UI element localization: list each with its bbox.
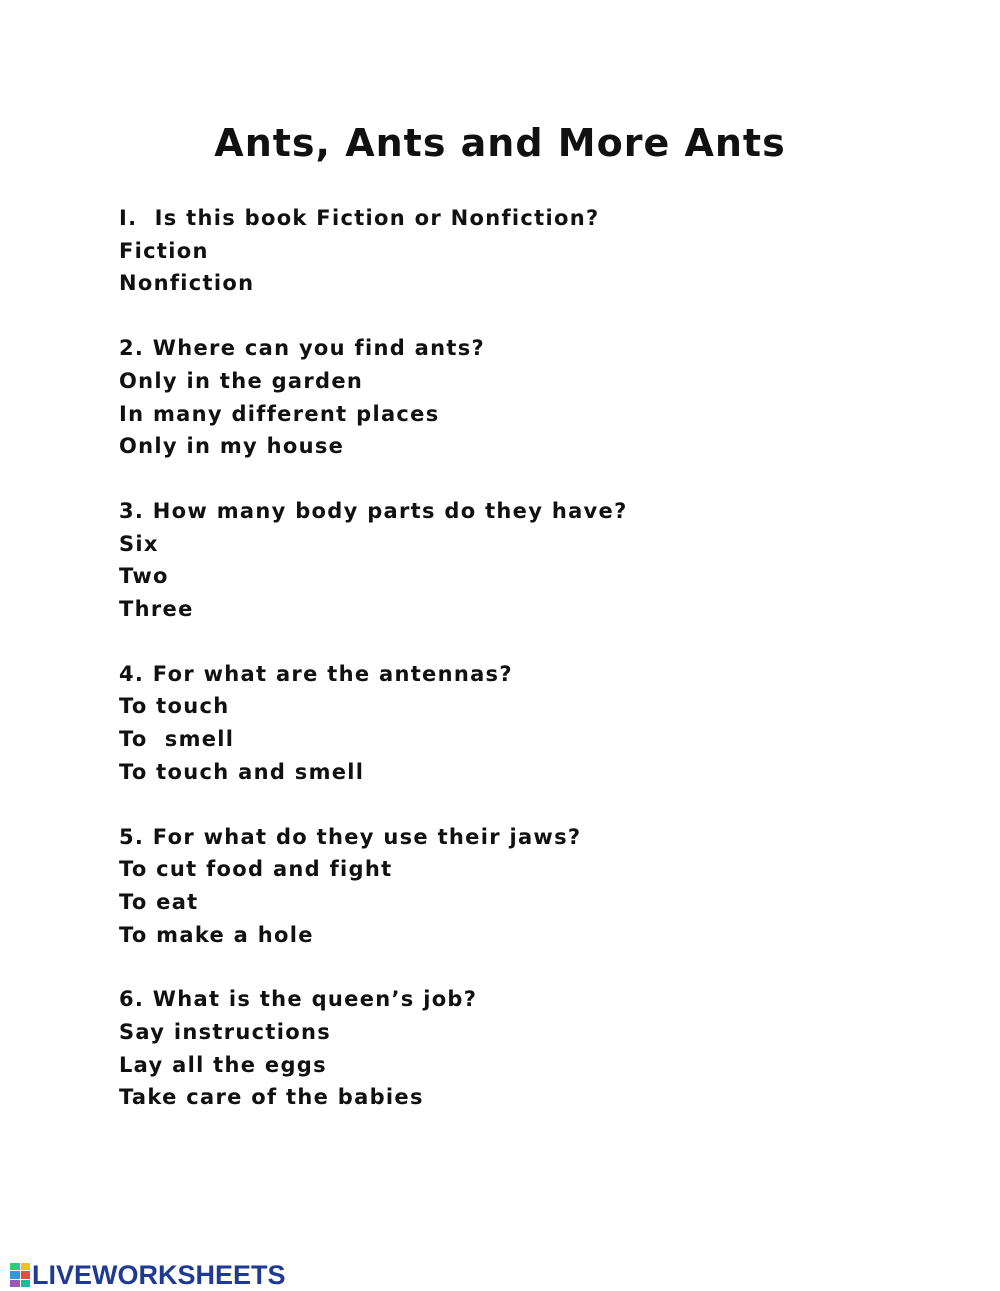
question-text: 5. For what do they use their jaws?: [119, 824, 582, 849]
logo-square: [10, 1280, 20, 1287]
answer-option[interactable]: Six: [119, 531, 159, 556]
question-block-2: [119, 332, 939, 463]
answer-option[interactable]: Say instructions: [119, 1020, 332, 1045]
logo-text: LIVEWORKSHEETS: [32, 1260, 286, 1290]
answer-option[interactable]: Lay all the eggs: [119, 1052, 327, 1077]
question-block-4: [119, 658, 939, 789]
question-text: 6. What is the queen’s job?: [119, 987, 478, 1012]
question-text: I. Is this book Fiction or Nonfiction?: [119, 206, 600, 230]
answer-option[interactable]: To eat: [119, 889, 199, 914]
logo-mark-icon: [10, 1263, 30, 1287]
answer-option[interactable]: Nonfiction: [119, 271, 255, 296]
question-text: 2. Where can you find ants?: [119, 336, 485, 361]
question-block-6: [119, 983, 939, 1114]
question-block-3: [119, 495, 939, 626]
answer-option[interactable]: To cut food and fight: [119, 857, 393, 882]
logo-square: [21, 1280, 31, 1287]
logo-square: [21, 1271, 31, 1278]
answer-option[interactable]: To smell: [119, 727, 235, 752]
logo-square: [21, 1263, 31, 1270]
question-list: [119, 202, 939, 1146]
question-block-5: [119, 821, 939, 952]
answer-option[interactable]: Two: [119, 564, 169, 589]
answer-option[interactable]: To make a hole: [119, 922, 314, 947]
answer-option[interactable]: Fiction: [119, 238, 209, 263]
answer-option[interactable]: Only in my house: [119, 434, 345, 459]
answer-option[interactable]: Only in the garden: [119, 368, 364, 393]
question-text: 4. For what are the antennas?: [119, 661, 513, 686]
answer-option[interactable]: To touch and smell: [119, 759, 365, 784]
question-text: 3. How many body parts do they have?: [119, 498, 628, 523]
question-block-1: [119, 202, 939, 300]
answer-option[interactable]: Take care of the babies: [119, 1085, 424, 1110]
answer-option[interactable]: Three: [119, 597, 194, 622]
liveworksheets-logo[interactable]: [10, 1260, 286, 1290]
answer-option[interactable]: In many different places: [119, 401, 440, 426]
logo-square: [10, 1271, 20, 1278]
answer-option[interactable]: To touch: [119, 694, 230, 719]
logo-square: [10, 1263, 20, 1270]
page-title: Ants, Ants and More Ants: [214, 121, 786, 165]
